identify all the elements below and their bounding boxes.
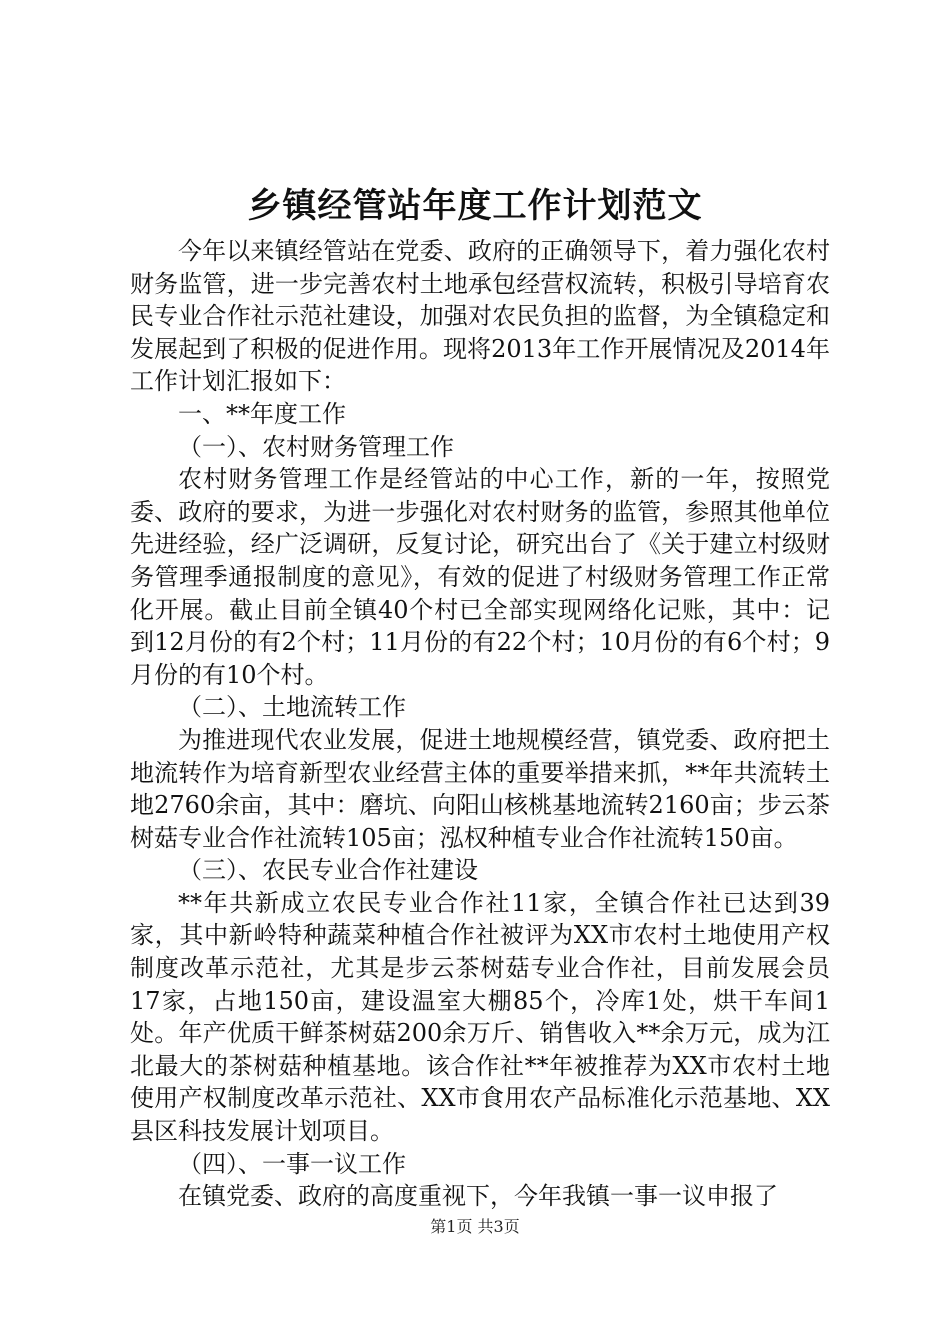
subsection-heading-finance: （一）、农村财务管理工作	[178, 432, 454, 461]
page-footer: 第1页 共3页	[430, 1217, 520, 1236]
paragraph-cooperative: **年共新成立农民专业合作社11家，全镇合作社已达到39家，其中新岭特种蔬菜种植合作社被评为XX市农村土地使用产权制度改革示范社，尤其是步云茶树菇专业合作社，目前发展会员17家，占地150亩，建设温室大棚85个，冷库1处，烘干车间1处。年产优质干鲜茶树菇200余万斤、销售收入**余万元，成为江北最大的茶树菇种植基地。该合作社**年被推荐为XX市农村土地使用产权制度改革示范社、XX市食用农产品标准化示范基地、XX县区科技发展计划项目。	[130, 888, 830, 1146]
subsection-heading-land: （二）、土地流转工作	[178, 693, 406, 722]
page-title: 乡镇经管站年度工作计划范文	[247, 186, 703, 226]
document-body	[130, 235, 830, 1213]
subsection-heading-cooperative: （三）、农民专业合作社建设	[178, 856, 478, 885]
paragraph-finance: 农村财务管理工作是经管站的中心工作，新的一年，按照党委、政府的要求，为进一步强化对农村财务的监管，参照其他单位先进经验，经广泛调研，反复讨论，研究出台了《关于建立村级财务管理季通报制度的意见》，有效的促进了村级财务管理工作正常化开展。截止目前全镇40个村已全部实现网络化记账，其中：记到12月份的有2个村；11月份的有22个村；10月份的有6个村；9月份的有10个村。	[130, 465, 830, 689]
intro-paragraph: 今年以来镇经管站在党委、政府的正确领导下，着力强化农村财务监管，进一步完善农村土地承包经营权流转，积极引导培育农民专业合作社示范社建设，加强对农民负担的监督，为全镇稳定和发展起到了积极的促进作用。现将2013年工作开展情况及2014年工作计划汇报如下：	[130, 237, 830, 396]
paragraph-land: 为推进现代农业发展，促进土地规模经营，镇党委、政府把土地流转作为培育新型农业经营主体的重要举措来抓，**年共流转土地2760余亩，其中：磨坑、向阳山核桃基地流转2160亩；步云茶树菇专业合作社流转105亩；泓权种植专业合作社流转150亩。	[130, 725, 830, 852]
section-heading-1: 一、**年度工作	[178, 399, 346, 428]
paragraph-one-matter: 在镇党委、政府的高度重视下，今年我镇一事一议申报了	[178, 1182, 778, 1211]
subsection-heading-one-matter: （四）、一事一议工作	[178, 1149, 406, 1178]
